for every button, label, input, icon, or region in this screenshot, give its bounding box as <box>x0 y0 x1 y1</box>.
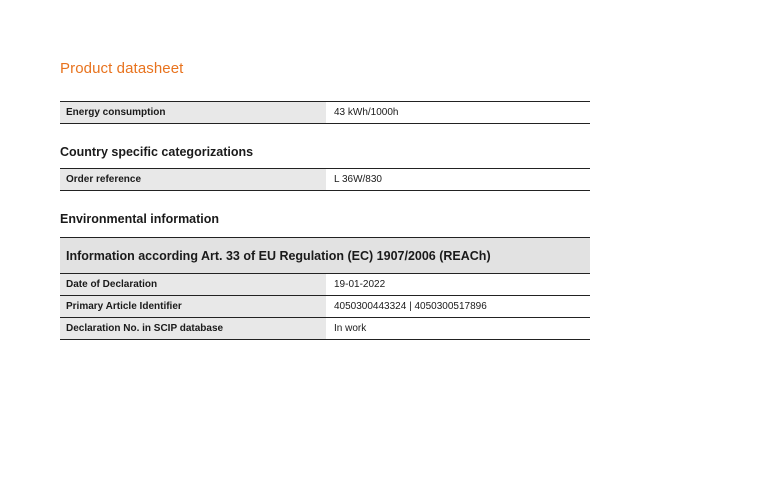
article-identifier-value: 4050300443324 | 4050300517896 <box>334 301 487 312</box>
page-title: Product datasheet <box>60 60 184 77</box>
declaration-date-label: Date of Declaration <box>60 274 326 295</box>
order-reference-value: L 36W/830 <box>334 174 382 185</box>
reach-table <box>60 237 590 340</box>
country-heading: Country specific categorizations <box>60 145 254 159</box>
table-row <box>60 318 590 340</box>
table-row <box>60 296 590 318</box>
energy-value: 43 kWh/1000h <box>334 107 399 118</box>
country-table <box>60 168 590 191</box>
table-row <box>60 274 590 296</box>
table-row <box>60 102 590 124</box>
scip-number-label: Declaration No. in SCIP database <box>60 318 326 339</box>
order-reference-label: Order reference <box>60 169 326 190</box>
energy-label: Energy consumption <box>60 102 326 123</box>
reach-title: Information according Art. 33 of EU Regulation (EC) 1907/2006 (REACh) <box>60 237 590 274</box>
article-identifier-label: Primary Article Identifier <box>60 296 326 317</box>
declaration-date-value: 19-01-2022 <box>334 279 386 290</box>
environmental-heading: Environmental information <box>60 212 220 226</box>
scip-number-value: In work <box>334 323 367 334</box>
table-row <box>60 169 590 191</box>
energy-table <box>60 101 590 124</box>
